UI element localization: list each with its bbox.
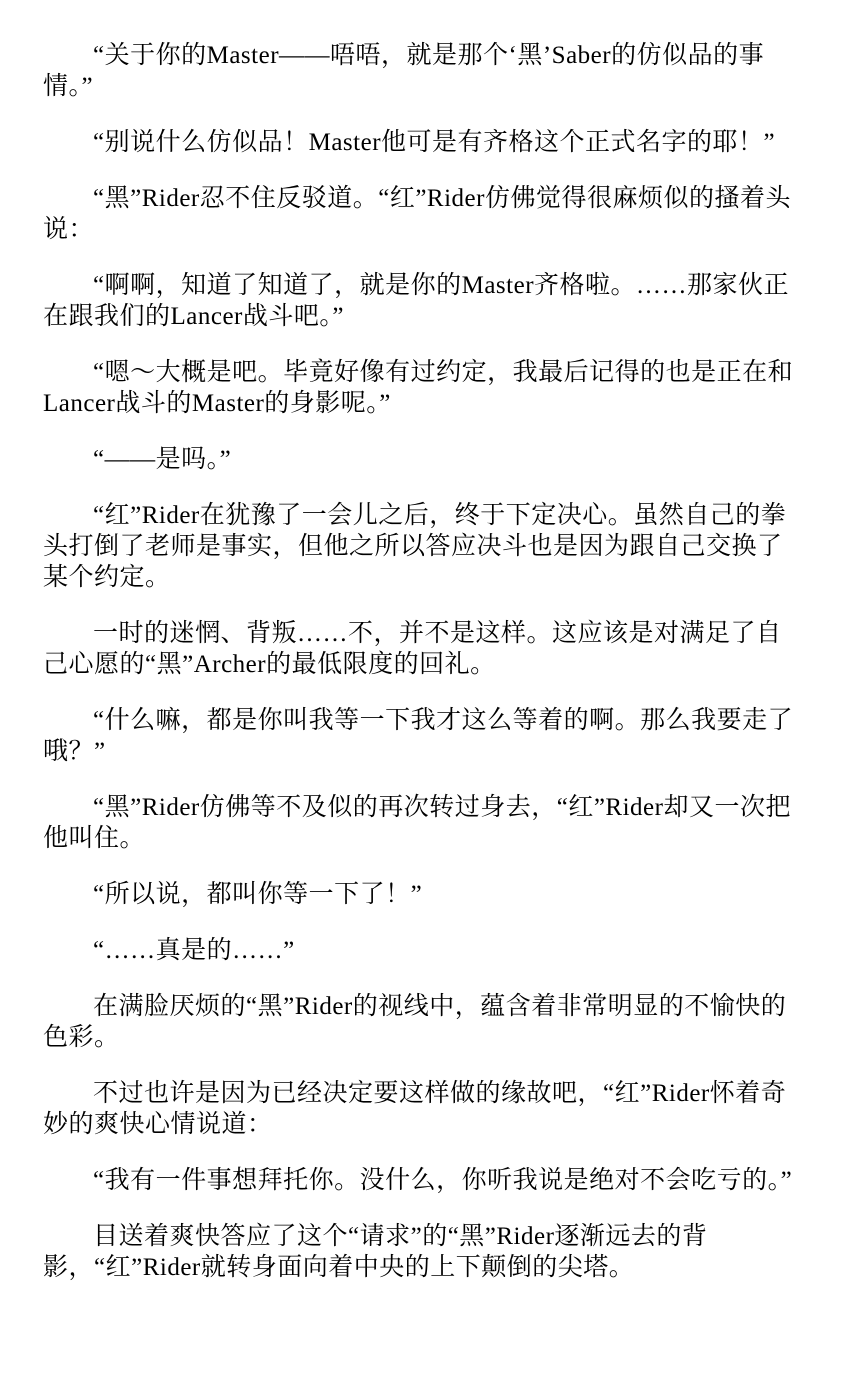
novel-paragraph: “红”Rider在犹豫了一会儿之后，终于下定决心。虽然自己的拳头打倒了老师是事实，但他之所以答应决斗也是因为跟自己交换了某个约定。 — [43, 502, 787, 591]
novel-paragraph: “黑”Rider仿佛等不及似的再次转过身去，“红”Rider却又一次把他叫住。 — [43, 794, 791, 852]
novel-paragraph: 一时的迷惘、背叛……不，并不是这样。这应该是对满足了自己心愿的“黑”Archer的最低限度的回礼。 — [43, 620, 782, 678]
novel-paragraph: “所以说，都叫你等一下了！” — [93, 881, 423, 908]
novel-paragraph: “……真是的……” — [93, 937, 295, 964]
novel-paragraph: “嗯～大概是吧。毕竟好像有过约定，我最后记得的也是正在和Lancer战斗的Master的身影呢。” — [43, 359, 794, 417]
novel-paragraph: 在满脸厌烦的“黑”Rider的视线中，蕴含着非常明显的不愉快的色彩。 — [43, 993, 787, 1051]
novel-paragraph: “——是吗。” — [93, 446, 232, 473]
novel-paragraph: 不过也许是因为已经决定要这样做的缘故吧，“红”Rider怀着奇妙的爽快心情说道： — [43, 1080, 787, 1138]
novel-paragraph: “我有一件事想拜托你。没什么，你听我说是绝对不会吃亏的。” — [93, 1167, 793, 1194]
novel-paragraph: “什么嘛，都是你叫我等一下我才这么等着的啊。那么我要走了哦？” — [43, 707, 794, 765]
novel-paragraph: 目送着爽快答应了这个“请求”的“黑”Rider逐渐远去的背影，“红”Rider就转身面向着中央的上下颠倒的尖塔。 — [43, 1223, 708, 1281]
novel-paragraph: “啊啊，知道了知道了，就是你的Master齐格啦。……那家伙正在跟我们的Lancer战斗吧。” — [43, 272, 790, 330]
novel-paragraph: “别说什么仿似品！Master他可是有齐格这个正式名字的耶！” — [93, 129, 776, 156]
novel-paragraph: “黑”Rider忍不住反驳道。“红”Rider仿佛觉得很麻烦似的搔着头说： — [43, 185, 791, 243]
novel-paragraph: “关于你的Master——唔唔，就是那个‘黑’Saber的仿似品的事情。” — [43, 42, 765, 100]
